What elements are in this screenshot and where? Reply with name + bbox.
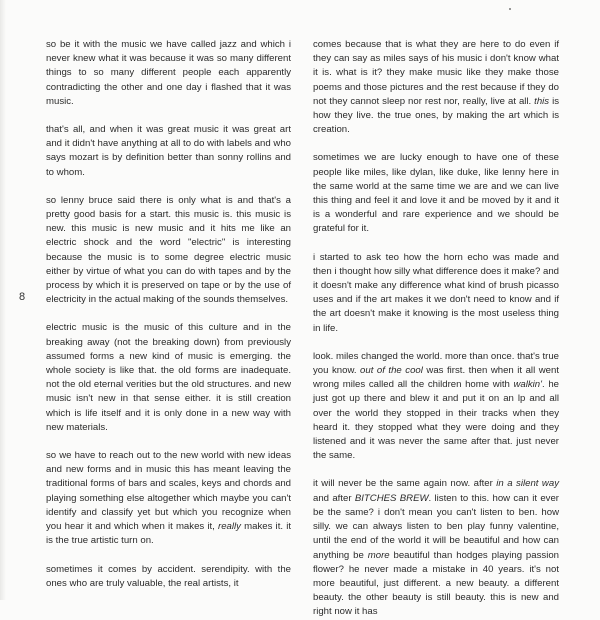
- right-column: [313, 38, 559, 620]
- text-run: is how they live. the true ones, by making the art which is creation.: [313, 95, 559, 136]
- emphasis-text: this: [534, 95, 550, 107]
- left-paragraph-6: sometimes it comes by accident. serendipity. with the ones who are truly valuable, the real artists, it: [46, 563, 291, 589]
- text-run: it will never be the same again now. after: [313, 478, 497, 490]
- right-paragraph-2: sometimes we are lucky enough to have one of these people like miles, like dylan, like duke, like lenny here in the same world at the same time we are and we can live this thing and feel it and love it and be moved by it and it is a wonderful and rare experience and we should be grateful for it.: [313, 152, 559, 235]
- text-run: comes because that is what they are here to do even if they can say as miles says of his music i don't know what it is. what is it? they make music like they make those poems and those pictures and the rest because if they do not they cannot sleep nor rest nor, really, live at all.: [313, 39, 559, 107]
- album-title-emphasis: in a silent way: [496, 478, 559, 490]
- page-fold-shadow: [0, 0, 6, 600]
- text-run: beautiful than hodges playing passion flower? he never made a mistake in 40 years. it's not more beautiful, just different. a new beauty. a different beauty. the other beauty is still beauty. this is new and right now it has: [313, 549, 559, 618]
- emphasis-text: more: [367, 549, 390, 561]
- right-paragraph-1: [313, 38, 559, 137]
- text-run: . listen to this. how can it ever be the same? i don't mean you can't listen to ben. how silly. we can always listen to ben play funny valentine, until the end of the world it will be beautiful and how can anything be: [313, 492, 559, 561]
- right-paragraph-4: [313, 350, 559, 464]
- page-number: 8: [19, 291, 26, 303]
- left-paragraph-5: [46, 449, 291, 548]
- album-title-emphasis: BITCHES BREW: [354, 492, 429, 504]
- left-paragraph-1: so be it with the music we have called jazz and which i never knew what it was because it was so many different things to so many different people each apparently contradicting the other and one day i flashed that it was music.: [46, 39, 291, 107]
- text-run: so we have to reach out to the new world with new ideas and new forms and in music this has meant leaving the traditional forms of bars and scales, keys and chords and playing something else altogether which maybe you can't identify and classify yet but which you recognize when you hear it and which when it makes it,: [46, 450, 291, 533]
- text-run: look. miles changed the world. more than once. that's true you know.: [313, 350, 559, 377]
- text-run: was first. then when it all went wrong miles called all the children home with: [313, 365, 559, 391]
- emphasis-text: really: [218, 521, 241, 533]
- album-title-emphasis: walkin': [513, 379, 542, 391]
- text-run: and after: [313, 492, 355, 504]
- left-paragraph-4: electric music is the music of this culture and in the breaking away (not the breaking down) from previously assumed forms a new kind of music is emerging. the whole society is like that. the old forms are inadequate. not the old eternal verities but the old structures. and new music isn't new in that sense either. it is still creation which is life itself and it is only done in a new way with new materials.: [46, 322, 291, 433]
- left-paragraph-2: that's all, and when it was great music it was great art and it didn't have anything at all to do with labels and who says mozart is by definition better than sonny rollins and to whom.: [46, 124, 291, 178]
- text-run: . he just got up there and blew it and put it on an lp and all over the world they stopped in their tracks when they heard it. they stopped what they were doing and they listened and it was never the same after that. just never the same.: [313, 379, 559, 462]
- text-run: makes it. it is the true artistic turn on.: [46, 521, 291, 547]
- left-column: [46, 38, 291, 591]
- left-paragraph-3: so lenny bruce said there is only what is and that's a pretty good basis for a start. this music is. this music is new. this music is new music and it hits me like an electric shock and the word "electric" is interesting because the music is to some degree electric music either by virtue of what you can do with tapes and by the process by which it is preserved on tape or by the use of electricity in the actual making of the sounds themselves.: [46, 194, 291, 306]
- edge-mark: [509, 8, 511, 10]
- right-paragraph-3: i started to ask teo how the horn echo was made and then i thought how silly what difference does it make? and it doesn't make any difference what kind of brush picasso uses and if the art makes it we don't need to know and if the art doesn't make it knowing is the most useless thing in life.: [313, 251, 559, 334]
- album-title-emphasis: out of the cool: [360, 365, 423, 377]
- right-paragraph-5: [313, 477, 559, 619]
